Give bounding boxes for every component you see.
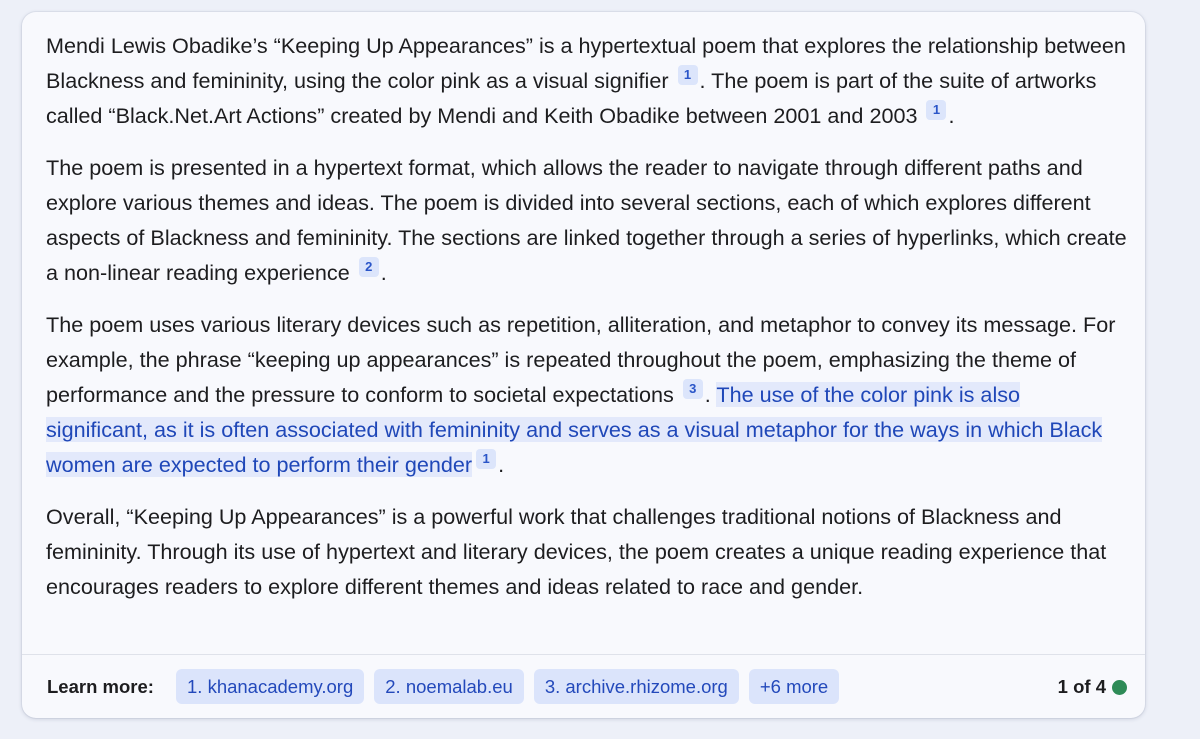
answer-paragraph-3 — [46, 307, 1128, 482]
paragraph-text: . The poem is part of the suite of artworks called “Black.Net.Art Actions” created by Mendi and Keith Obadike between 2001 and 2003 — [46, 68, 1097, 128]
pager-count: 1 of 4 — [1057, 676, 1106, 697]
answer-body — [46, 28, 1128, 621]
answer-card — [22, 12, 1145, 718]
paragraph-text: . — [948, 103, 955, 128]
citation-badge[interactable]: 1 — [476, 449, 496, 469]
source-list — [176, 669, 839, 704]
paragraph-text: Overall, “Keeping Up Appearances” is a powerful work that challenges traditional notions of Blackness and femininity. Through its use of hypertext and literary devices, the poem creates a unique reading experience that encourages readers to explore different themes and ideas related to race and gender. — [46, 504, 1107, 599]
paragraph-text: Mendi Lewis Obadike’s “Keeping Up Appearances” is a hypertextual poem that explores the relationship between Blackness and femininity, using the color pink as a visual signifier — [46, 33, 1126, 93]
paragraph-text: The poem uses various literary devices such as repetition, alliteration, and metaphor to convey its message. For example, the phrase “keeping up appearances” is repeated throughout the poem, emphasizing the theme of performance and the pressure to conform to societal expectations — [46, 312, 1116, 407]
source-link-noemalab[interactable]: 2. noemalab.eu — [374, 669, 524, 704]
citation-badge[interactable]: 1 — [926, 100, 946, 120]
citation-badge[interactable]: 2 — [359, 257, 379, 277]
answer-paragraph-2 — [46, 150, 1128, 290]
paragraph-text: The poem is presented in a hypertext format, which allows the reader to navigate through different paths and explore various themes and ideas. The poem is divided into several sections, each of which explores different aspects of Blackness and femininity. The sections are linked together through a series of hyperlinks, which create a non-linear reading experience — [46, 155, 1127, 285]
citation-badge[interactable]: 3 — [683, 379, 703, 399]
answer-paragraph-1 — [46, 28, 1128, 133]
citation-badge[interactable]: 1 — [678, 65, 698, 85]
response-pager — [1058, 676, 1127, 698]
highlighted-sentence[interactable]: The use of the color pink is also significant, as it is often associated with femininity and serves as a visual metaphor for the ways in which Black women are expected to perform their gender — [46, 382, 1103, 477]
source-link-khanacademy[interactable]: 1. khanacademy.org — [176, 669, 364, 704]
source-link-rhizome[interactable]: 3. archive.rhizome.org — [534, 669, 739, 704]
paragraph-text: . — [704, 382, 717, 407]
learn-more-bar — [22, 654, 1145, 718]
more-sources-button[interactable]: +6 more — [749, 669, 839, 704]
green-dot-icon — [1112, 680, 1127, 695]
learn-more-label: Learn more: — [47, 676, 154, 697]
paragraph-text: . — [380, 260, 387, 285]
paragraph-text: . — [498, 452, 505, 477]
answer-paragraph-4 — [46, 499, 1128, 604]
